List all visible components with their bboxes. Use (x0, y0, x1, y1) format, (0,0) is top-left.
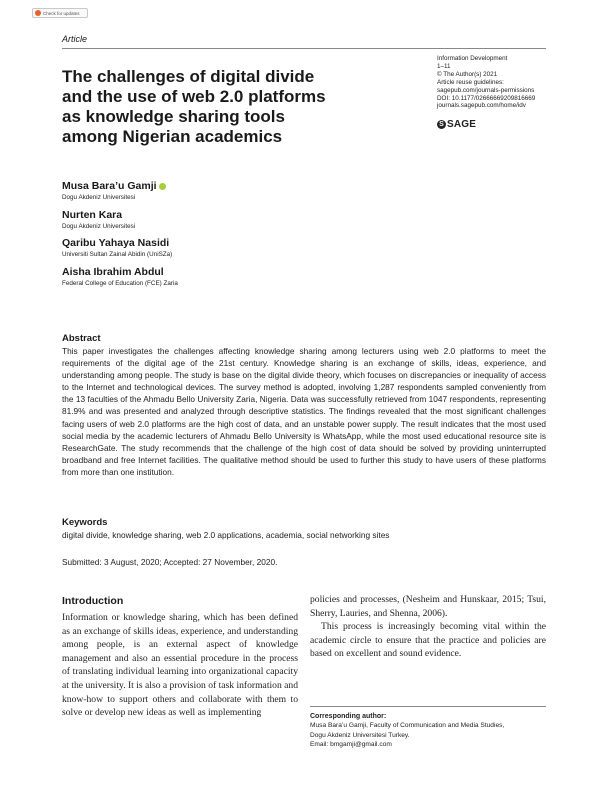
keywords-section (62, 517, 546, 541)
corresponding-line: Dogu Akdeniz Universitesi Turkey. (310, 731, 410, 739)
author-entry (62, 209, 178, 231)
journal-info (437, 55, 577, 110)
corresponding-email[interactable]: Email: bmgamji@gmail.com (310, 740, 392, 748)
orcid-icon[interactable] (159, 183, 166, 190)
sage-wordmark: SAGE (447, 119, 477, 130)
corresponding-line: Musa Bara’u Gamji, Faculty of Communication and Media Studies, (310, 722, 505, 730)
article-type-label: Article (62, 34, 88, 44)
badge-label: Check for updates (43, 10, 80, 16)
title-line: among Nigerian academics (62, 127, 283, 146)
author-entry (62, 180, 178, 202)
reuse-label: Article reuse guidelines: (437, 78, 504, 86)
title-line: as knowledge sharing tools (62, 107, 285, 126)
sage-icon: S (437, 120, 446, 129)
doi-link[interactable]: DOI: 10.1177/02666669209816669 (437, 94, 536, 102)
author-name: Musa Bara’u Gamji (62, 180, 157, 192)
continuation-paragraph: policies and processes, (Nesheim and Hunskaar, 2015; Tsui, Sherry, Lauries, and Shenna, 2006). (310, 594, 546, 619)
author-affiliation: Universiti Sultan Zainal Abidin (UniSZa) (62, 251, 173, 258)
author-entry (62, 237, 178, 259)
left-column (62, 594, 298, 720)
author-list (62, 180, 178, 294)
author-name: Nurten Kara (62, 208, 123, 221)
keywords-list: digital divide, knowledge sharing, web 2.0 applications, academia, social networking sites (62, 530, 390, 540)
permissions-link[interactable]: sagepub.com/journals-permissions (437, 86, 535, 94)
corresponding-heading: Corresponding author: (310, 713, 387, 720)
abstract-section (62, 333, 546, 478)
body-paragraph: This process is increasingly becoming vital within the academic circle to ensure that the practice and policies are based on excellent and sound evidence. (310, 621, 546, 660)
paper-title (62, 67, 362, 147)
author-name: Qaribu Yahaya Nasidi (62, 237, 170, 249)
author-affiliation: Federal College of Education (FCE) Zaria (62, 279, 178, 287)
journal-name: Information Development (437, 55, 508, 62)
author-entry (62, 266, 178, 288)
abstract-heading: Abstract (62, 333, 101, 344)
keywords-heading: Keywords (62, 517, 108, 528)
journal-home-link[interactable]: journals.sagepub.com/home/idv (437, 102, 526, 110)
header-divider (62, 48, 546, 49)
copyright: © The Author(s) 2021 (437, 70, 498, 78)
submission-dates: Submitted: 3 August, 2020; Accepted: 27 November, 2020. (62, 557, 278, 567)
title-line: and the use of web 2.0 platforms (62, 87, 326, 106)
title-line: The challenges of digital divide (62, 67, 315, 86)
author-affiliation: Dogu Akdeniz Universitesi (62, 194, 136, 201)
introduction-heading: Introduction (62, 595, 124, 607)
sage-logo (437, 119, 476, 130)
corresponding-divider (310, 706, 546, 707)
author-name: Aisha Ibrahim Abdul (62, 265, 164, 278)
corresponding-author-block (310, 712, 550, 749)
introduction-body: Information or knowledge sharing, which has been defined as an exchange of skills ideas, experience, and understanding among people, is an external aspect of knowledge management and also an essential procedure in the process of translating individual learning into organizational capacity at the university. It is also a provision of task information and know-how to support others and collaborate with them to solve or develop new ideas as well as implementing (62, 612, 298, 719)
update-icon (35, 10, 41, 16)
check-for-updates-badge[interactable] (32, 8, 88, 18)
abstract-body: This paper investigates the challenges affecting knowledge sharing among lecturers using web 2.0 platforms to meet the requirements of the digital age of the 21st century. Knowledge sharing is an exchange of skills, ideas, experience, and understanding among people. The study is base on the digital divide theory, which focuses on discrepancies or inequality of access to the Internet and technological devices. The survey method is adopted, involving 1,287 respondents sampled conveniently from the 13 faculties of the Ahmadu Bello University Zaria, Nigeria. Data was successfully retrieved from 1047 respondents, representing 81.9% and was presented and analyzed through descriptive statistics. The findings revealed that the most significant challenges facing users of web 2.0 platforms are the high cost of data, and an unstable power supply. The result indicates that the most used social media by the academic lecturers of Ahmadu Bello University is WhatsApp, while the most used educational resource site is ResearchGate. The study recommends that the challenge of the high cost of data should be solved by providing uninterrupted broadband and free Internet facilities. The qualitative method should be used to further this study to have users of these platforms from more than one institution. (62, 346, 546, 477)
author-affiliation: Dogu Akdeniz Universitesi (62, 222, 136, 230)
page-range: 1–11 (437, 62, 451, 70)
right-column (310, 593, 546, 661)
